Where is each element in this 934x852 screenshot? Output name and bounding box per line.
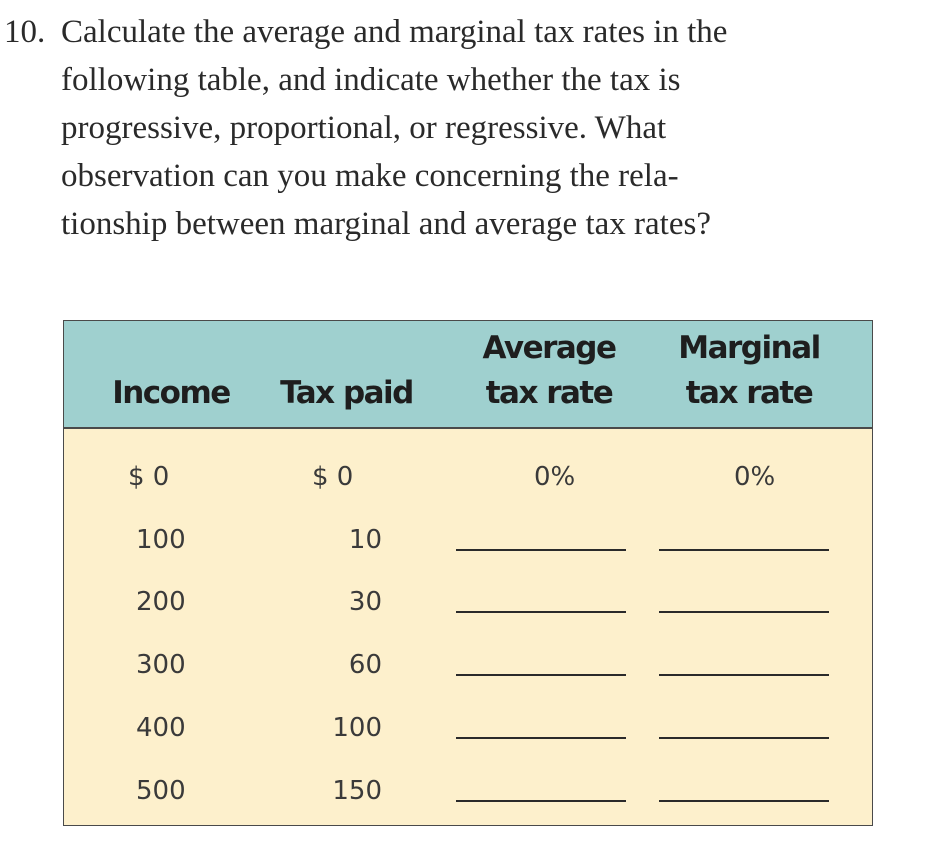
- income-cell: $ 0: [128, 462, 170, 492]
- marginal-rate-blank[interactable]: [659, 549, 829, 551]
- average-rate-cell: 0%: [534, 462, 576, 492]
- income-cell: 100: [136, 525, 186, 555]
- average-rate-blank[interactable]: [456, 549, 626, 551]
- question-line-5: tionship between marginal and average tax rates?: [61, 206, 711, 242]
- tax-paid-cell: 150: [332, 776, 382, 806]
- question-number: 10.: [4, 14, 46, 50]
- header-marginal-line1: Marginal: [678, 330, 820, 366]
- header-marginal-line2: tax rate: [685, 375, 813, 411]
- income-cell: 300: [136, 650, 186, 680]
- marginal-rate-blank[interactable]: [659, 674, 829, 676]
- income-cell: 500: [136, 776, 186, 806]
- question-line-2: following table, and indicate whether the tax is: [61, 62, 681, 98]
- income-cell: 200: [136, 587, 186, 617]
- marginal-rate-blank[interactable]: [659, 800, 829, 802]
- average-rate-blank[interactable]: [456, 737, 626, 739]
- header-average-line2: tax rate: [485, 375, 613, 411]
- average-rate-blank[interactable]: [456, 611, 626, 613]
- average-rate-blank[interactable]: [456, 674, 626, 676]
- tax-rate-table: [63, 320, 873, 826]
- average-rate-blank[interactable]: [456, 800, 626, 802]
- question-text: [4, 8, 904, 248]
- marginal-rate-blank[interactable]: [659, 611, 829, 613]
- header-average-line1: Average: [482, 330, 616, 366]
- tax-paid-cell: 60: [348, 650, 382, 680]
- income-cell: 400: [136, 713, 186, 743]
- tax-paid-cell: 100: [332, 713, 382, 743]
- tax-paid-cell: $ 0: [312, 462, 354, 492]
- header-tax-paid: Tax paid: [280, 375, 413, 411]
- question-line-1: 10. Calculate the average and marginal tax rates in the: [4, 8, 904, 56]
- tax-paid-cell: 10: [348, 525, 382, 555]
- marginal-rate-blank[interactable]: [659, 737, 829, 739]
- marginal-rate-cell: 0%: [734, 462, 776, 492]
- question-line-4: observation can you make concerning the rela-: [61, 158, 679, 194]
- header-income: Income: [112, 375, 230, 411]
- tax-paid-cell: 30: [348, 587, 382, 617]
- question-line-3: progressive, proportional, or regressive. What: [61, 110, 667, 146]
- table-header: [64, 321, 872, 429]
